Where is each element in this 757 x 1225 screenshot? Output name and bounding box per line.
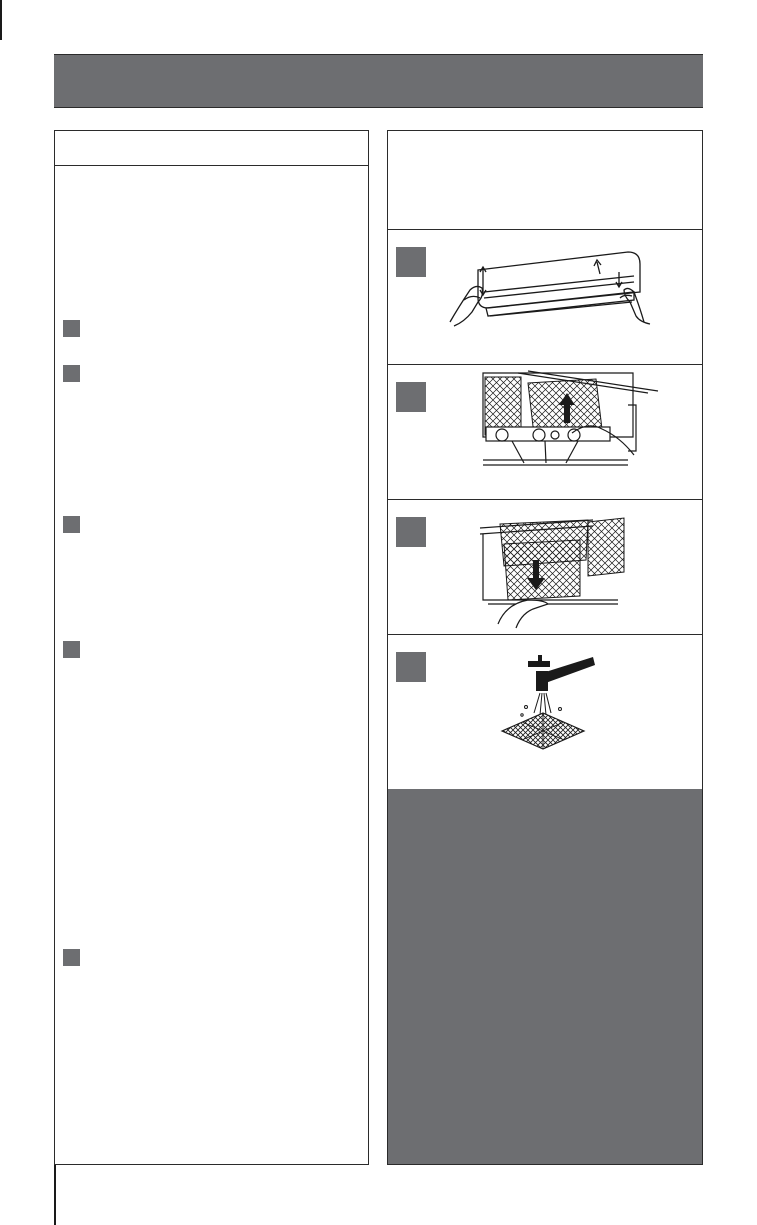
open-front-panel-illustration	[388, 230, 702, 365]
figure-2	[388, 365, 702, 500]
instructions-heading	[55, 131, 368, 166]
figure-3	[388, 500, 702, 635]
crop-mark-top-left	[0, 0, 2, 40]
pull-filter-down-illustration	[388, 500, 702, 635]
remove-filter-illustration	[388, 365, 702, 500]
figures-heading	[388, 131, 702, 230]
step-4-marker	[63, 641, 80, 658]
figures-panel	[387, 130, 703, 1165]
instructions-panel	[54, 130, 369, 1165]
figure-1	[388, 230, 702, 365]
section-header-bar	[54, 54, 703, 108]
note-box	[388, 789, 702, 1164]
step-3-marker	[63, 516, 80, 533]
step-2-marker	[63, 365, 80, 382]
figure-4	[388, 635, 702, 790]
step-1-marker	[63, 320, 80, 337]
wash-filter-illustration	[388, 635, 702, 790]
step-5-marker	[63, 949, 80, 966]
crop-mark-bottom-left	[54, 1165, 56, 1225]
